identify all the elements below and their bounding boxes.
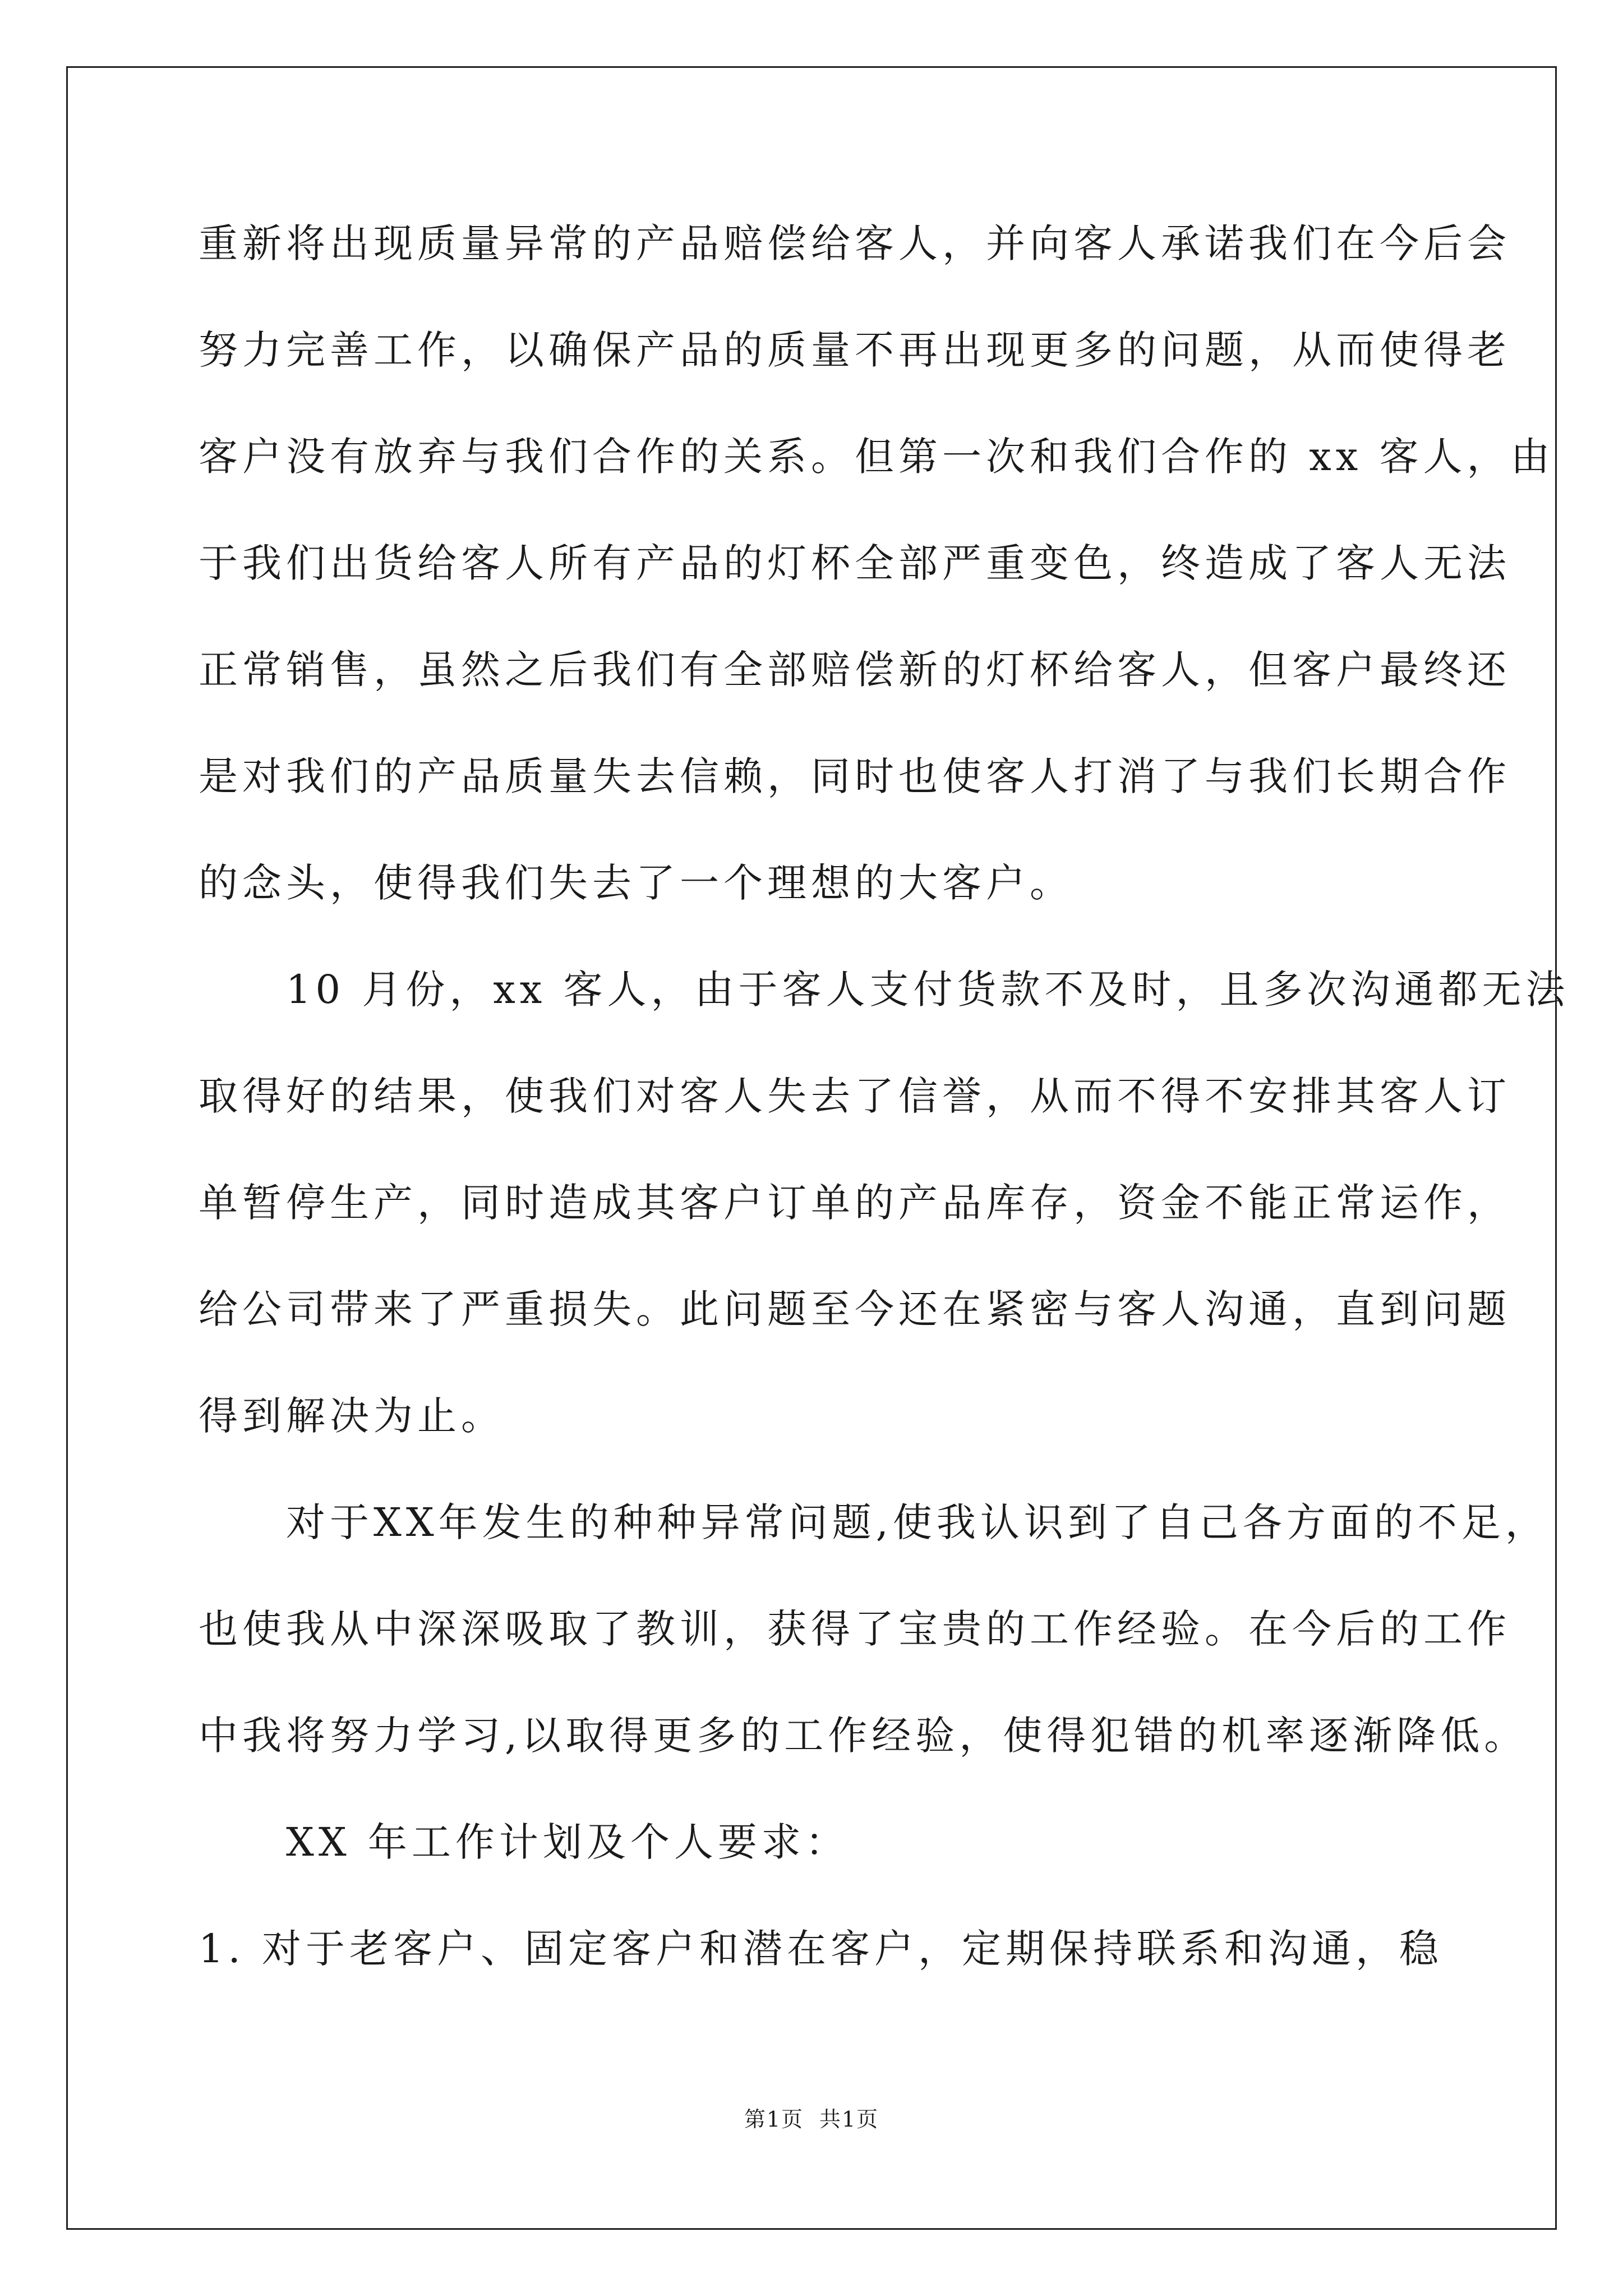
total-pages: 共1页 — [819, 2107, 879, 2132]
text-line: 也使我从中深深吸取了教训，获得了宝贵的工作经验。在今后的工作 — [199, 1606, 1511, 1652]
text-line: 给公司带来了严重损失。此问题至今还在紧密与客人沟通，直到问题 — [199, 1286, 1511, 1332]
page-footer — [0, 2102, 1623, 2136]
text-line: 客户没有放弃与我们合作的关系。但第一次和我们合作的 xx 客人，由 — [199, 434, 1555, 480]
text-line: 对于XX年发生的种种异常问题,使我认识到了自己各方面的不足， — [199, 1499, 1549, 1545]
text-line: XX 年工作计划及个人要求： — [199, 1819, 849, 1865]
text-line: 的念头，使得我们失去了一个理想的大客户。 — [199, 860, 1073, 906]
text-line: 得到解决为止。 — [199, 1393, 505, 1439]
text-line: 1. 对于老客户、固定客户和潜在客户，定期保持联系和沟通，稳 — [199, 1926, 1444, 1972]
text-line: 重新将出现质量异常的产品赔偿给客人，并向客人承诺我们在今后会 — [199, 220, 1511, 266]
text-line: 单暂停生产，同时造成其客户订单的产品库存，资金不能正常运作， — [199, 1180, 1511, 1226]
text-line: 取得好的结果，使我们对客人失去了信誉，从而不得不安排其客人订 — [199, 1073, 1511, 1119]
text-line: 努力完善工作，以确保产品的质量不再出现更多的问题，从而使得老 — [199, 327, 1511, 373]
page-border — [66, 66, 1557, 2230]
text-line: 10 月份，xx 客人，由于客人支付货款不及时，且多次沟通都无法 — [199, 967, 1570, 1013]
page-number: 第1页 — [744, 2107, 804, 2132]
text-line: 是对我们的产品质量失去信赖，同时也使客人打消了与我们长期合作 — [199, 753, 1511, 799]
text-line: 中我将努力学习,以取得更多的工作经验，使得犯错的机率逐渐降低。 — [199, 1713, 1528, 1759]
text-line: 正常销售，虽然之后我们有全部赔偿新的灯杯给客人，但客户最终还 — [199, 647, 1511, 693]
text-line: 于我们出货给客人所有产品的灯杯全部严重变色，终造成了客人无法 — [199, 540, 1511, 586]
